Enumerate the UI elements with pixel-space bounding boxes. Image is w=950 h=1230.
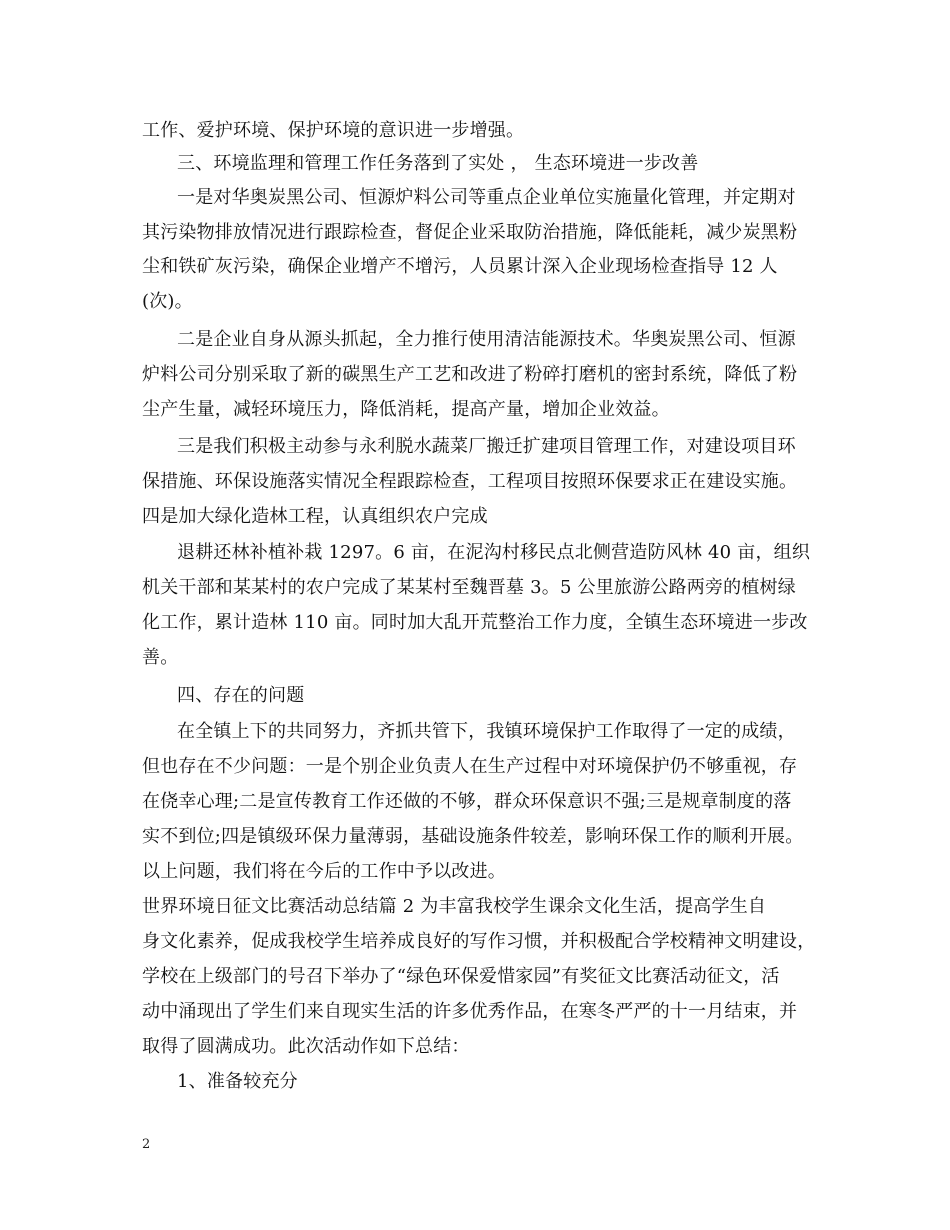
paragraph-line: 退耕还林补植补栽 1297。6 亩，在泥沟村移民点北侧营造防风林 40 亩，组织 <box>177 542 811 563</box>
paragraph-line: 实不到位;四是镇级环保力量薄弱，基础设施条件较差，影响环保工作的顺利开展。 <box>142 826 804 847</box>
paragraph-line: 尘产生量，减轻环境压力，降低消耗，提高产量，增加企业效益。 <box>142 399 670 420</box>
section-heading: 三、环境监理和管理工作任务落到了实处 ， 生态环境进一步改善 <box>177 153 699 174</box>
paragraph-line: 三是我们积极主动参与永利脱水蔬菜厂搬迁扩建项目管理工作，对建设项目环 <box>177 436 796 457</box>
paragraph-line: 学校在上级部门的号召下举办了“绿色环保爱惜家园”有奖征文比赛活动征文，活 <box>142 966 780 987</box>
paragraph-line: 世界环境日征文比赛活动总结篇 2 为丰富我校学生课余文化生活，提高学生自 <box>142 896 767 917</box>
paragraph-line: (次)。 <box>142 291 193 312</box>
paragraph-line: 身文化素养，促成我校学生培养成良好的写作习惯，并积极配合学校精神文明建设， <box>142 931 816 952</box>
paragraph-line: 以上问题，我们将在今后的工作中予以改进。 <box>142 861 506 882</box>
paragraph-line: 其污染物排放情况进行跟踪检查，督促企业采取防治措施，降低能耗，减少炭黑粉 <box>142 222 798 243</box>
section-heading: 1、准备较充分 <box>177 1071 298 1092</box>
paragraph-line: 在侥幸心理;二是宣传教育工作还做的不够，群众环保意识不强;三是规章制度的落 <box>142 791 792 812</box>
paragraph-line: 一是对华奥炭黑公司、恒源炉料公司等重点企业单位实施量化管理，并定期对 <box>177 187 796 208</box>
paragraph-line: 尘和铁矿灰污染，确保企业增产不增污，人员累计深入企业现场检查指导 12 人 <box>142 256 778 277</box>
page-number: 2 <box>142 1137 151 1152</box>
paragraph-line: 二是企业自身从源头抓起，全力推行使用清洁能源技术。华奥炭黑公司、恒源 <box>177 329 796 350</box>
paragraph-line: 但也存在不少问题：一是个别企业负责人在生产过程中对环境保护仍不够重视，存 <box>142 756 798 777</box>
section-heading: 四、存在的问题 <box>177 685 305 706</box>
paragraph-line: 保措施、环保设施落实情况全程跟踪检查，工程项目按照环保要求正在建设实施。 <box>142 471 798 492</box>
paragraph-line: 工作、爱护环境、保护环境的意识进一步增强。 <box>142 120 525 141</box>
paragraph-line: 机关干部和某某村的农户完成了某某村至魏晋墓 3。5 公里旅游公路两旁的植树绿 <box>142 577 796 598</box>
paragraph-line: 化工作，累计造林 110 亩。同时加大乱开荒整治工作力度，全镇生态环境进一步改 <box>142 612 808 633</box>
paragraph-line: 取得了圆满成功。此次活动作如下总结： <box>142 1036 470 1057</box>
paragraph-line: 四是加大绿化造林工程，认真组织农户完成 <box>142 506 488 527</box>
paragraph-line: 在全镇上下的共同努力，齐抓共管下，我镇环境保护工作取得了一定的成绩， <box>177 721 796 742</box>
paragraph-line: 善。 <box>142 647 179 668</box>
paragraph-line: 炉料公司分别采取了新的碳黑生产工艺和改进了粉碎打磨机的密封系统，降低了粉 <box>142 364 798 385</box>
paragraph-line: 动中涌现出了学生们来自现实生活的许多优秀作品，在寒冬严严的十一月结束，并 <box>142 1001 798 1022</box>
